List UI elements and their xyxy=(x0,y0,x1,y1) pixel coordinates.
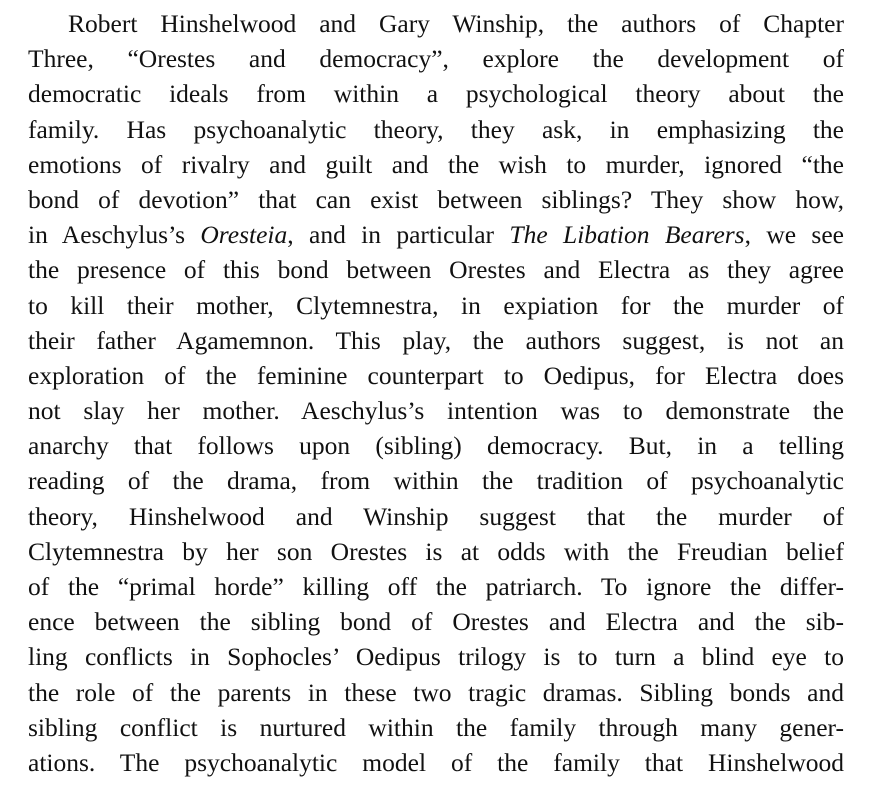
document-page xyxy=(28,6,844,780)
text-line: Robert Hinshelwood and Gary Winship, the authors of Chapter xyxy=(68,9,844,38)
text-line: reading of the drama, from within the tradition of psychoanalytic xyxy=(28,466,844,496)
text-segment: in Aeschylus’s xyxy=(28,220,201,250)
text-line: to kill their mother, Clytemnestra, in expiation for the murder of xyxy=(28,290,844,320)
work-title-oresteia: Oresteia xyxy=(200,220,288,250)
text-line: anarchy that follows upon (sibling) democracy. But, in a telling xyxy=(28,431,844,461)
text-line: emotions of rivalry and guilt and the wish to murder, ignored “the xyxy=(28,149,844,179)
text-line: ations. The psychoanalytic model of the family that Hinshelwood xyxy=(28,747,844,777)
text-line: the role of the parents in these two tragic dramas. Sibling bonds and xyxy=(28,677,844,707)
text-line: family. Has psychoanalytic theory, they ask, in emphasizing the xyxy=(28,114,844,144)
text-line: the presence of this bond between Orestes and Electra as they agree xyxy=(28,255,844,285)
text-line: Three, “Orestes and democracy”, explore the development of xyxy=(28,44,844,74)
text-line: democratic ideals from within a psychological theory about the xyxy=(28,79,844,109)
text-segment: , we see xyxy=(744,220,844,250)
text-line: Clytemnestra by her son Orestes is at odds with the Freudian belief xyxy=(28,536,844,566)
text-segment: , and in particular xyxy=(287,220,510,250)
text-line: ence between the sibling bond of Orestes and Electra and the sib- xyxy=(28,607,844,637)
text-line: of the “primal horde” killing off the patriarch. To ignore the differ- xyxy=(28,572,844,601)
text-line: theory, Hinshelwood and Winship suggest that the murder of xyxy=(28,501,844,531)
text-line xyxy=(28,217,844,252)
text-line: bond of devotion” that can exist between siblings? They show how, xyxy=(28,184,844,214)
text-line: sibling conflict is nurtured within the family through many gener- xyxy=(28,712,844,742)
work-title-libation-bearers: The Libation Bearers xyxy=(509,220,745,250)
text-line: ling conflicts in Sophocles’ Oedipus trilogy is to turn a blind eye to xyxy=(28,642,844,672)
text-line: exploration of the feminine counterpart to Oedipus, for Electra does xyxy=(28,360,844,390)
text-line: not slay her mother. Aeschylus’s intention was to demonstrate the xyxy=(28,396,844,426)
text-line: their father Agamemnon. This play, the authors suggest, is not an xyxy=(28,325,844,355)
